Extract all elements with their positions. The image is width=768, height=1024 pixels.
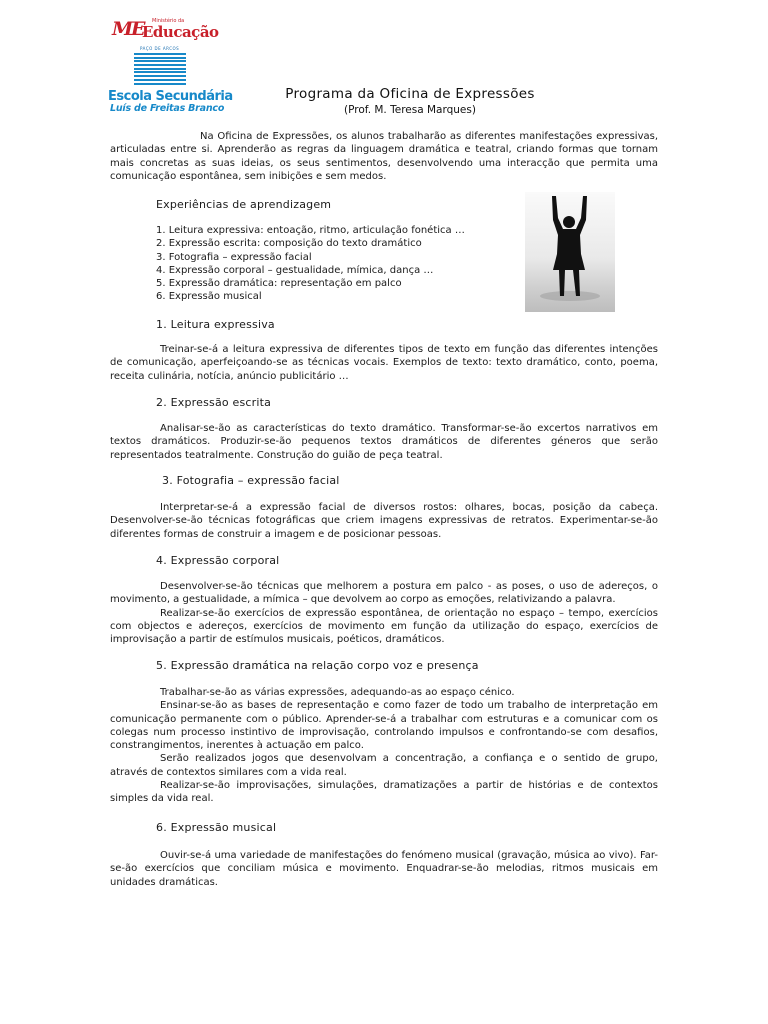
page-title: Programa da Oficina de Expressões xyxy=(285,86,535,102)
experiences-list xyxy=(156,224,465,304)
section-5-paragraph-3: Serão realizados jogos que desenvolvam a concentração, a confiança e o sentido de grupo, através de contextos similares com a vida real. xyxy=(110,753,658,778)
section-2-paragraph: Analisar-se-ão as características do texto dramático. Transformar-se-ão excertos narrativos em textos dramáticos. Produzir-se-ão pequenos textos dramáticos de diferentes géneros que serão representados teatralmente. Construção do guião de peça teatral. xyxy=(110,423,658,461)
section-5-paragraph-1: Trabalhar-se-ão as várias expressões, adequando-as ao espaço cénico. xyxy=(160,687,515,698)
list-item: 4. Expressão corporal – gestualidade, mímica, dança … xyxy=(156,264,434,276)
section-6-body xyxy=(110,849,658,889)
section-6-heading: 6. Expressão musical xyxy=(156,821,277,834)
section-5-body xyxy=(110,686,658,806)
section-5-paragraph-2: Ensinar-se-ão as bases de representação e como fazer de todo um trabalho de interpretação em comunicação permanente com o público. Aprender-se-á a trabalhar com estruturas e a comunicar com os colegas num processo instintivo de improvisação, controlando impulsos e confrontando-se com desafios, constrangimentos, inerentes à actuação em palco. xyxy=(110,700,658,752)
list-item: 5. Expressão dramática: representação em palco xyxy=(156,278,402,290)
section-2-heading: 2. Expressão escrita xyxy=(156,396,272,409)
section-1-heading: 1. Leitura expressiva xyxy=(156,318,275,331)
intro-text: Na Oficina de Expressões, os alunos trabalharão as diferentes manifestações expressivas, articuladas entre si. Aprenderão as regras da linguagem dramática e teatral, criando formas que tornam mais concretas as suas ideias, os seus sentimentos, desenvolvendo uma interacção que permita uma comunicação espontânea, sem inibições e sem medos. xyxy=(110,131,658,182)
section-5-paragraph-4: Realizar-se-ão improvisações, simulações, dramatizações a partir de histórias e de contextos simples da vida real. xyxy=(110,780,658,805)
section-2-body xyxy=(110,422,658,462)
ministry-name: Educação xyxy=(142,23,219,41)
section-3-body xyxy=(110,501,658,541)
person-silhouette-icon xyxy=(525,192,615,312)
school-name-line2: Luís de Freitas Branco xyxy=(110,103,225,114)
silhouette-photo xyxy=(525,192,615,312)
section-1-body xyxy=(110,343,658,383)
section-1-paragraph: Treinar-se-á a leitura expressiva de diferentes tipos de texto em função das diferentes intenções de comunicação, aperfeiçoando-se as técnicas vocais. Exemplos de texto: texto dramático, conto, poema, receita culinária, notícia, anúncio publicitário … xyxy=(110,344,658,382)
section-3-heading: 3. Fotografia – expressão facial xyxy=(162,474,340,487)
ministry-mark: ME xyxy=(112,18,144,40)
school-logo-top: PAÇO DE ARCOS xyxy=(140,46,180,51)
section-3-paragraph: Interpretar-se-á a expressão facial de diversos rostos: olhares, bocas, posição da cabeça. Desenvolver-se-ão técnicas fotográficas que criem imagens expressivas de retratos. Experimentar-se-ão diferentes formas de construir a imagem e de posicionar pessoas. xyxy=(110,502,658,540)
list-item: 6. Expressão musical xyxy=(156,291,262,303)
section-4-paragraph-1: Desenvolver-se-ão técnicas que melhorem a postura em palco - as poses, o uso de adereços, o movimento, a gestualidade, a mímica – que devolvem ao corpo as emoções, relativizando a palavra. xyxy=(110,581,658,606)
ministry-logo xyxy=(112,18,219,44)
section-6-paragraph: Ouvir-se-á uma variedade de manifestações do fenómeno musical (gravação, música ao vivo). Far-se-ão exercícios que conciliam música e movimento. Enquadrar-se-ão melodias, ritmos musicais em unidades dramáticas. xyxy=(110,850,658,888)
section-4-heading: 4. Expressão corporal xyxy=(156,554,280,567)
ministry-small-text: Ministério da xyxy=(152,18,185,24)
experiences-heading: Experiências de aprendizagem xyxy=(156,198,332,211)
school-logo-stripes-icon xyxy=(134,53,186,87)
section-4-body xyxy=(110,580,658,646)
intro-paragraph xyxy=(110,130,658,183)
page-subtitle: (Prof. M. Teresa Marques) xyxy=(344,104,476,116)
list-item: 3. Fotografia – expressão facial xyxy=(156,251,312,263)
section-5-heading: 5. Expressão dramática na relação corpo voz e presença xyxy=(156,659,479,672)
list-item: 2. Expressão escrita: composição do texto dramático xyxy=(156,238,422,250)
school-name-line1: Escola Secundária xyxy=(108,89,233,104)
section-4-paragraph-2: Realizar-se-ão exercícios de expressão espontânea, de orientação no espaço – tempo, exercícios com objectos e adereços, exercícios de movimento em função da utilização do espaço, exercícios de improvisação a partir de estímulos musicais, poéticos, dramáticos. xyxy=(110,607,658,646)
list-item: 1. Leitura expressiva: entoação, ritmo, articulação fonética … xyxy=(156,225,465,236)
